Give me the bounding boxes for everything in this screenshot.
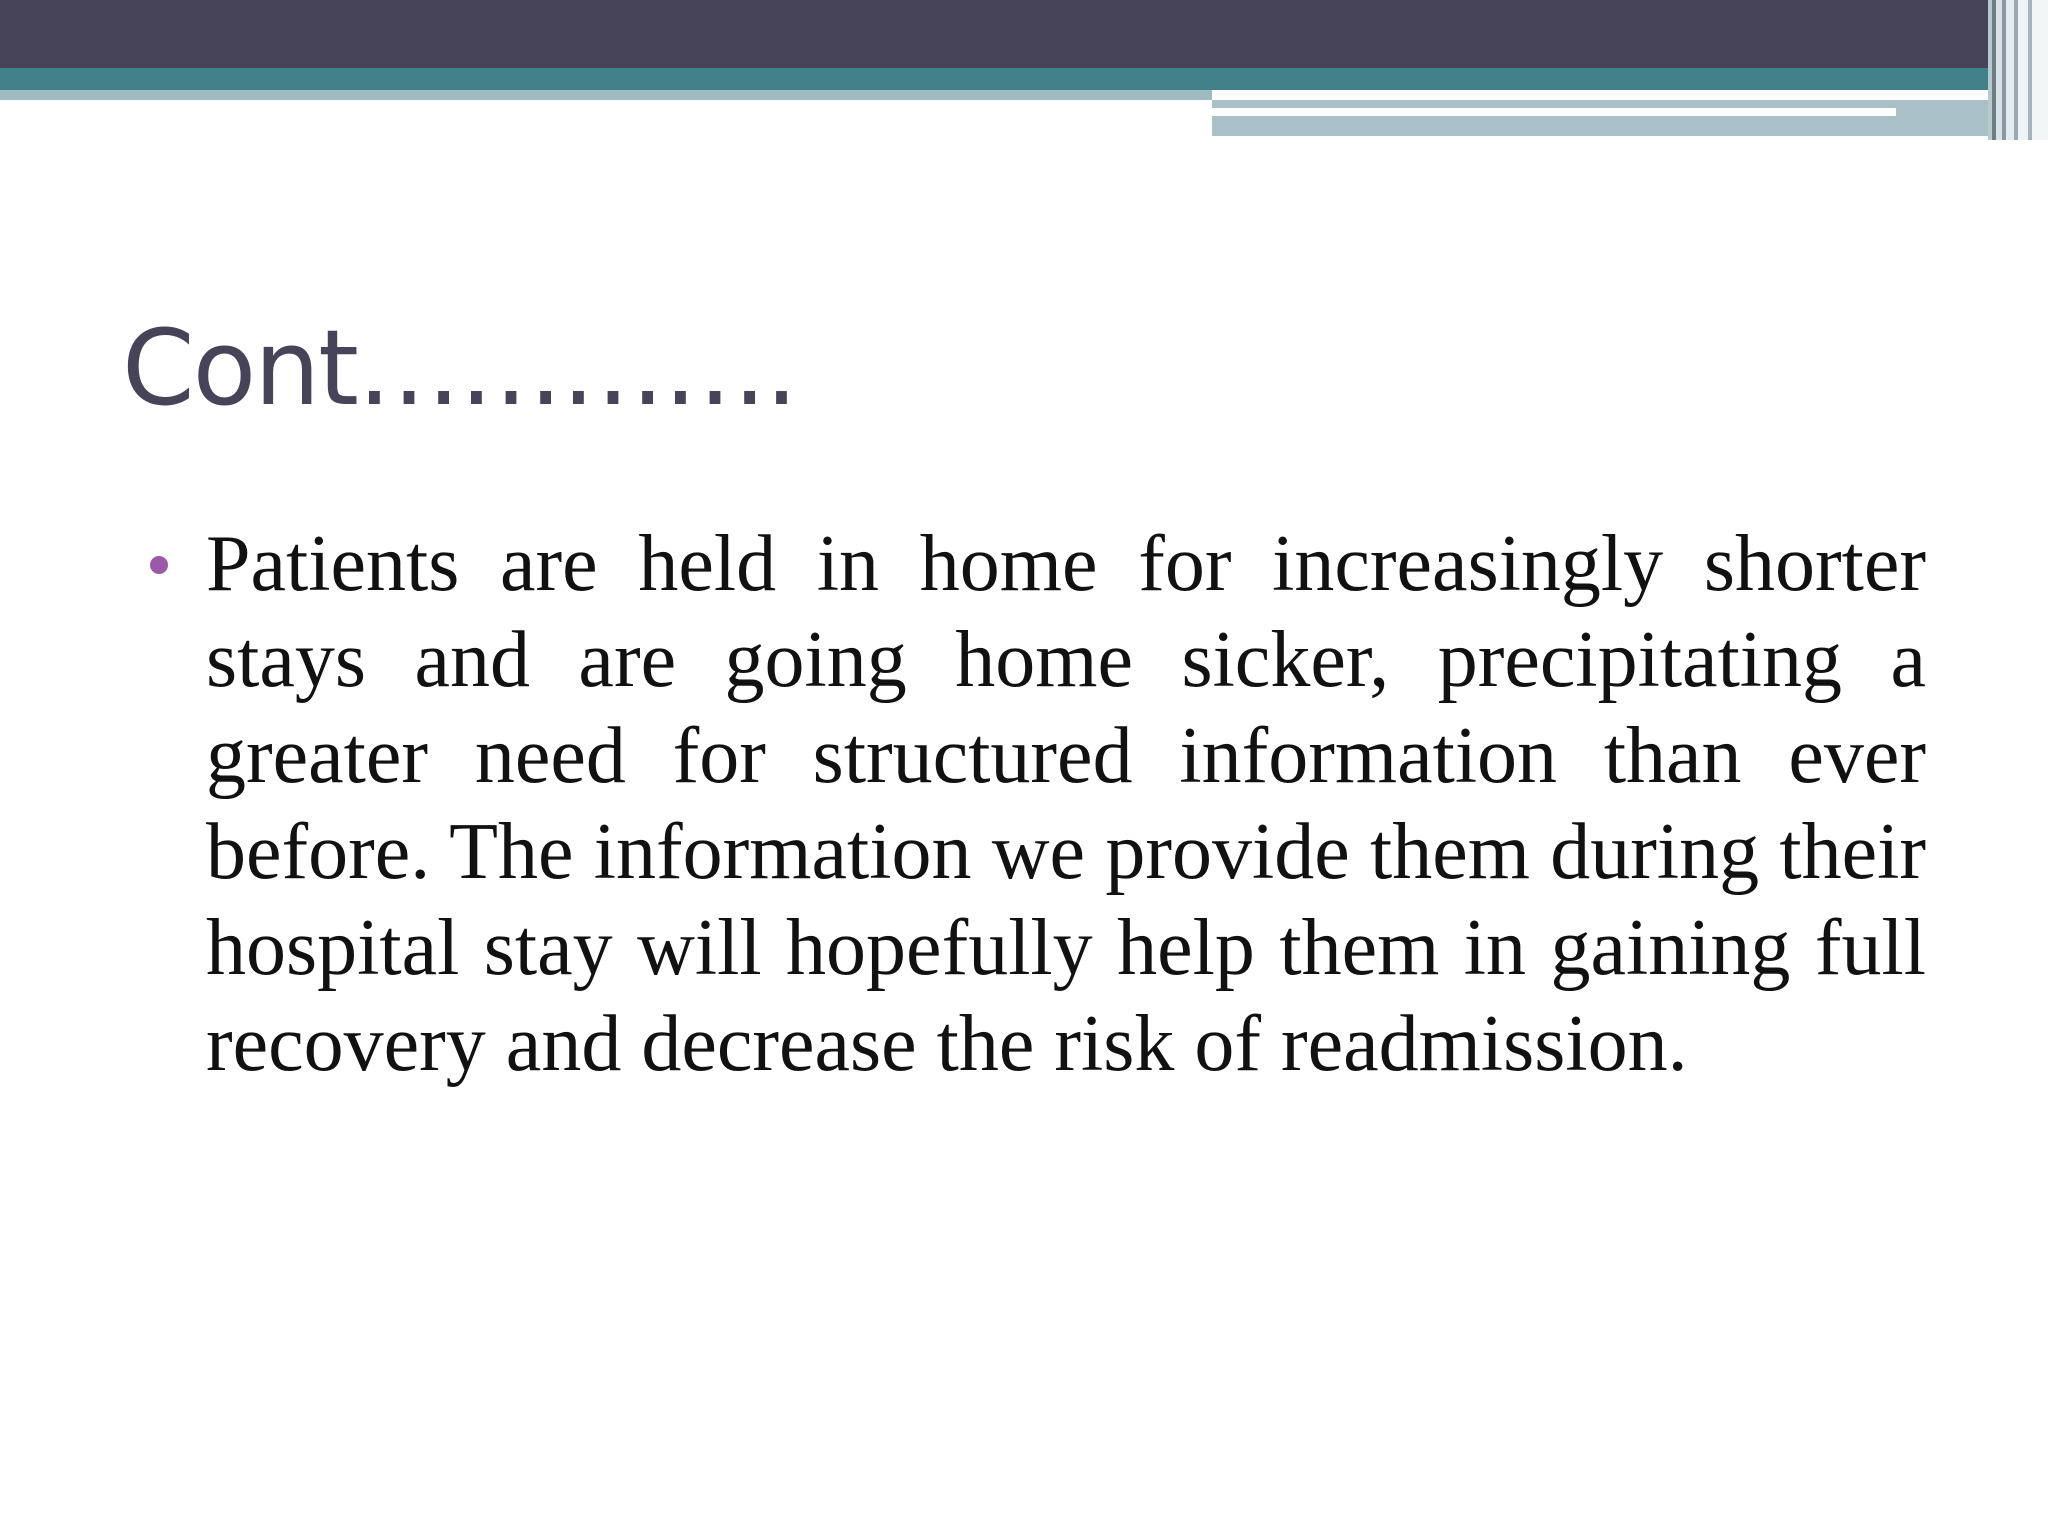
slide-title: Cont………….	[122, 307, 796, 429]
header-band-light-left	[0, 90, 1212, 100]
header-band-stripe	[1212, 108, 1896, 116]
header-band-teal	[0, 68, 2048, 90]
header-band-light-right	[1212, 100, 2048, 136]
bullet-text: Patients are held in home for increasingly shorter stays and are going home sicker, precipitating a greater need for structured information than ever before. The information we provide them during their hospital stay will hopefully help them in gaining full recovery and decrease the risk of readmission.	[206, 520, 1926, 1088]
bullet-dot-icon	[150, 556, 168, 574]
header-band-dark	[0, 0, 2048, 68]
header-right-bars	[1988, 0, 2048, 140]
bullet-list	[150, 516, 1926, 1092]
bullet-item	[150, 516, 1926, 1092]
